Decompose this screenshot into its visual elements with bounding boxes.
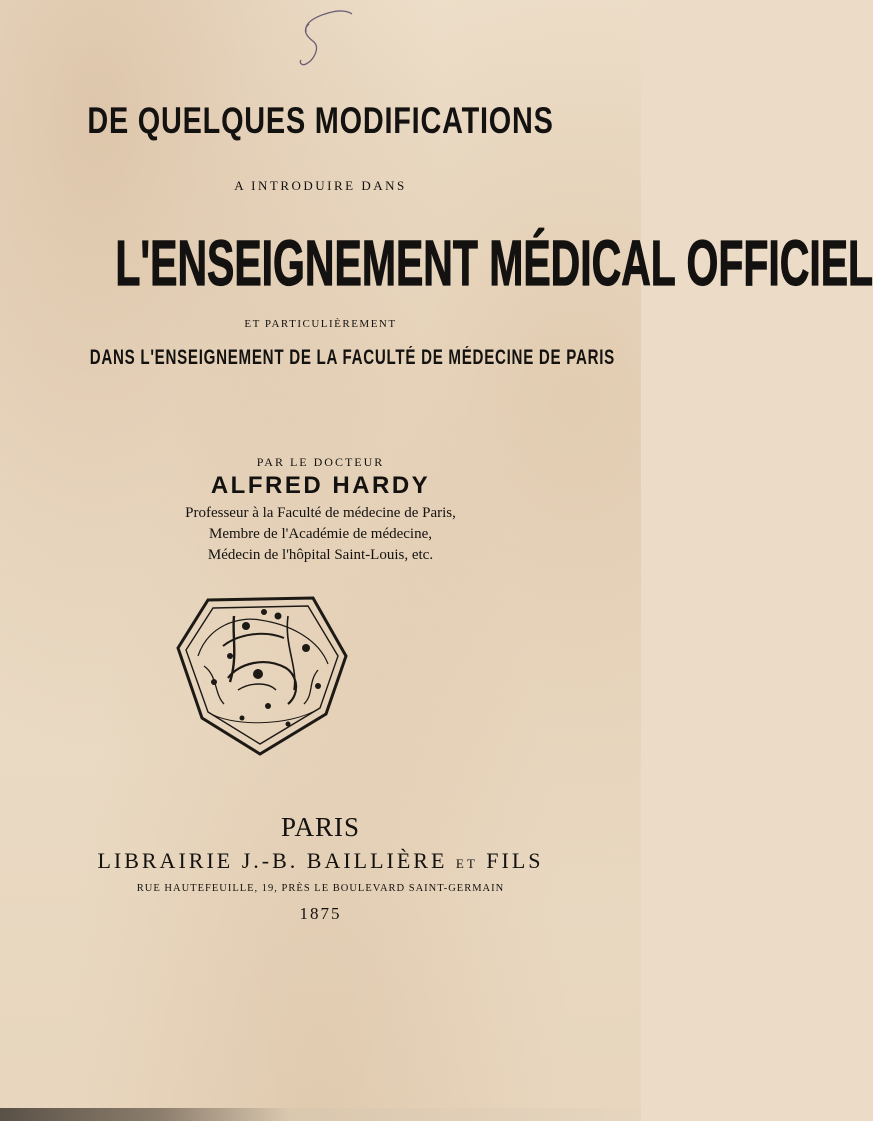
- author-role-3: Médecin de l'hôpital Saint-Louis, etc.: [207, 547, 434, 563]
- imprint-city: PARIS: [280, 812, 361, 842]
- publisher-main: LIBRAIRIE J.-B. BAILLIÈRE: [97, 848, 448, 873]
- title-line-1: DE QUELQUES MODIFICATIONS: [87, 100, 554, 141]
- author-name: ALFRED HARDY: [210, 472, 431, 499]
- publisher-connector: ET: [455, 856, 478, 871]
- page-edge-shadow: [0, 1108, 641, 1121]
- title-line-2: A INTRODUIRE DANS: [234, 178, 407, 193]
- title-line-5: DANS L'ENSEIGNEMENT DE LA FACULTÉ DE MÉDECINE DE PARIS: [89, 346, 615, 369]
- title-line-4: ET PARTICULIÈREMENT: [244, 318, 397, 330]
- imprint-publisher: [0, 848, 641, 874]
- author-role-2: Membre de l'Académie de médecine,: [208, 526, 432, 542]
- imprint-year: 1875: [299, 904, 342, 923]
- author-role-1: Professeur à la Faculté de médecine de Paris,: [185, 505, 456, 521]
- pencil-mark-icon: [276, 2, 356, 72]
- imprint-address: RUE HAUTEFEUILLE, 19, PRÈS LE BOULEVARD SAINT-GERMAIN: [136, 883, 505, 894]
- title-line-3: L'ENSEIGNEMENT MÉDICAL OFFICIEL: [115, 227, 873, 299]
- author-intro: PAR LE DOCTEUR: [256, 455, 385, 469]
- publisher-device-emblem-icon: [168, 586, 353, 758]
- publisher-end: FILS: [486, 848, 544, 873]
